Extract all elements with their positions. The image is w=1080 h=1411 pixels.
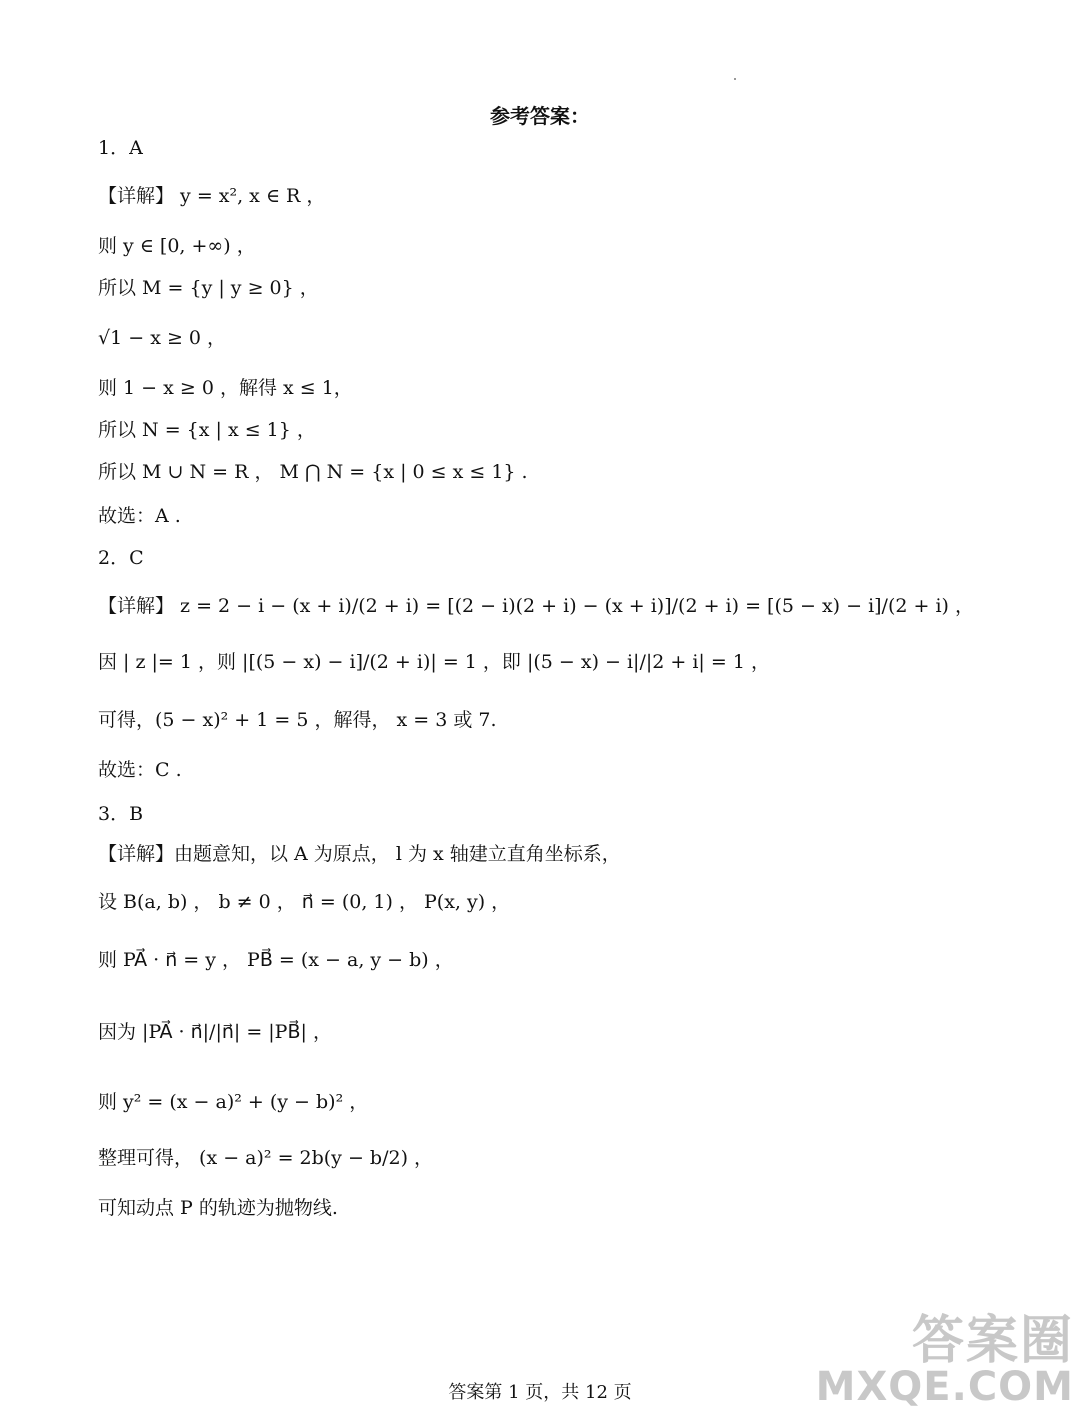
answer-1-line: 所以 M = {y | y ≥ 0} ，: [98, 277, 319, 299]
answer-2-line: 因 | z |= 1 ，则 |[(5 − x) − i]/(2 + i)| = 1 ，即 |(5 − x) − i|/|2 + i| = 1 ，: [98, 651, 770, 673]
answer-3-line: 【详解】由题意知，以 A 为原点， l 为 x 轴建立直角坐标系，: [98, 843, 621, 865]
page-footer: 答案第 1 页，共 12 页: [448, 1382, 632, 1403]
answer-2-line: 可得，(5 − x)² + 1 = 5 ，解得， x = 3 或 7.: [98, 709, 497, 731]
speck-mark: [734, 78, 736, 80]
watermark-line-1: 答案圈: [911, 1311, 1074, 1371]
answer-1-heading: 1．A: [98, 137, 143, 159]
page-title: 参考答案：: [490, 104, 590, 128]
answer-1-line: 则 y ∈ [0, +∞) ，: [98, 235, 256, 257]
answer-3-conclusion: 可知动点 P 的轨迹为抛物线.: [98, 1197, 338, 1219]
answer-2-heading: 2．C: [98, 547, 144, 569]
answer-1-line: 【详解】 y = x², x ∈ R ，: [98, 185, 326, 207]
answer-1-line: 则 1 − x ≥ 0 ，解得 x ≤ 1，: [98, 377, 353, 399]
answer-3-line: 设 B(a, b) ， b ≠ 0 ， n⃗ = (0, 1) ， P(x, y) ，: [98, 891, 511, 913]
answer-3-line: 则 PA⃗ · n⃗ = y ， PB⃗ = (x − a, y − b) ，: [98, 949, 454, 971]
answer-2-line: 【详解】 z = 2 − i − (x + i)/(2 + i) = [(2 − i)(2 + i) − (x + i)]/(2 + i) = [(5 − x) − i]/(2 + i) ，: [98, 595, 974, 617]
answer-3-line: 因为 |PA⃗ · n⃗|/|n⃗| = |PB⃗| ，: [98, 1021, 332, 1043]
answer-3-line: 则 y² = (x − a)² + (y − b)² ，: [98, 1091, 369, 1113]
answer-3-line: 整理可得， (x − a)² = 2b(y − b/2) ，: [98, 1147, 434, 1169]
answer-1-line: √1 − x ≥ 0 ，: [98, 327, 227, 349]
answer-1-line: 所以 M ∪ N = R ， M ⋂ N = {x | 0 ≤ x ≤ 1} .: [98, 461, 528, 483]
answer-2-conclusion: 故选：C .: [98, 759, 182, 781]
answer-1-line: 所以 N = {x | x ≤ 1} ，: [98, 419, 316, 441]
watermark-line-2: MXQE.COM: [815, 1364, 1074, 1410]
answer-1-conclusion: 故选：A .: [98, 505, 181, 527]
answer-3-heading: 3．B: [98, 803, 144, 825]
watermark-logo: [815, 1311, 1074, 1410]
